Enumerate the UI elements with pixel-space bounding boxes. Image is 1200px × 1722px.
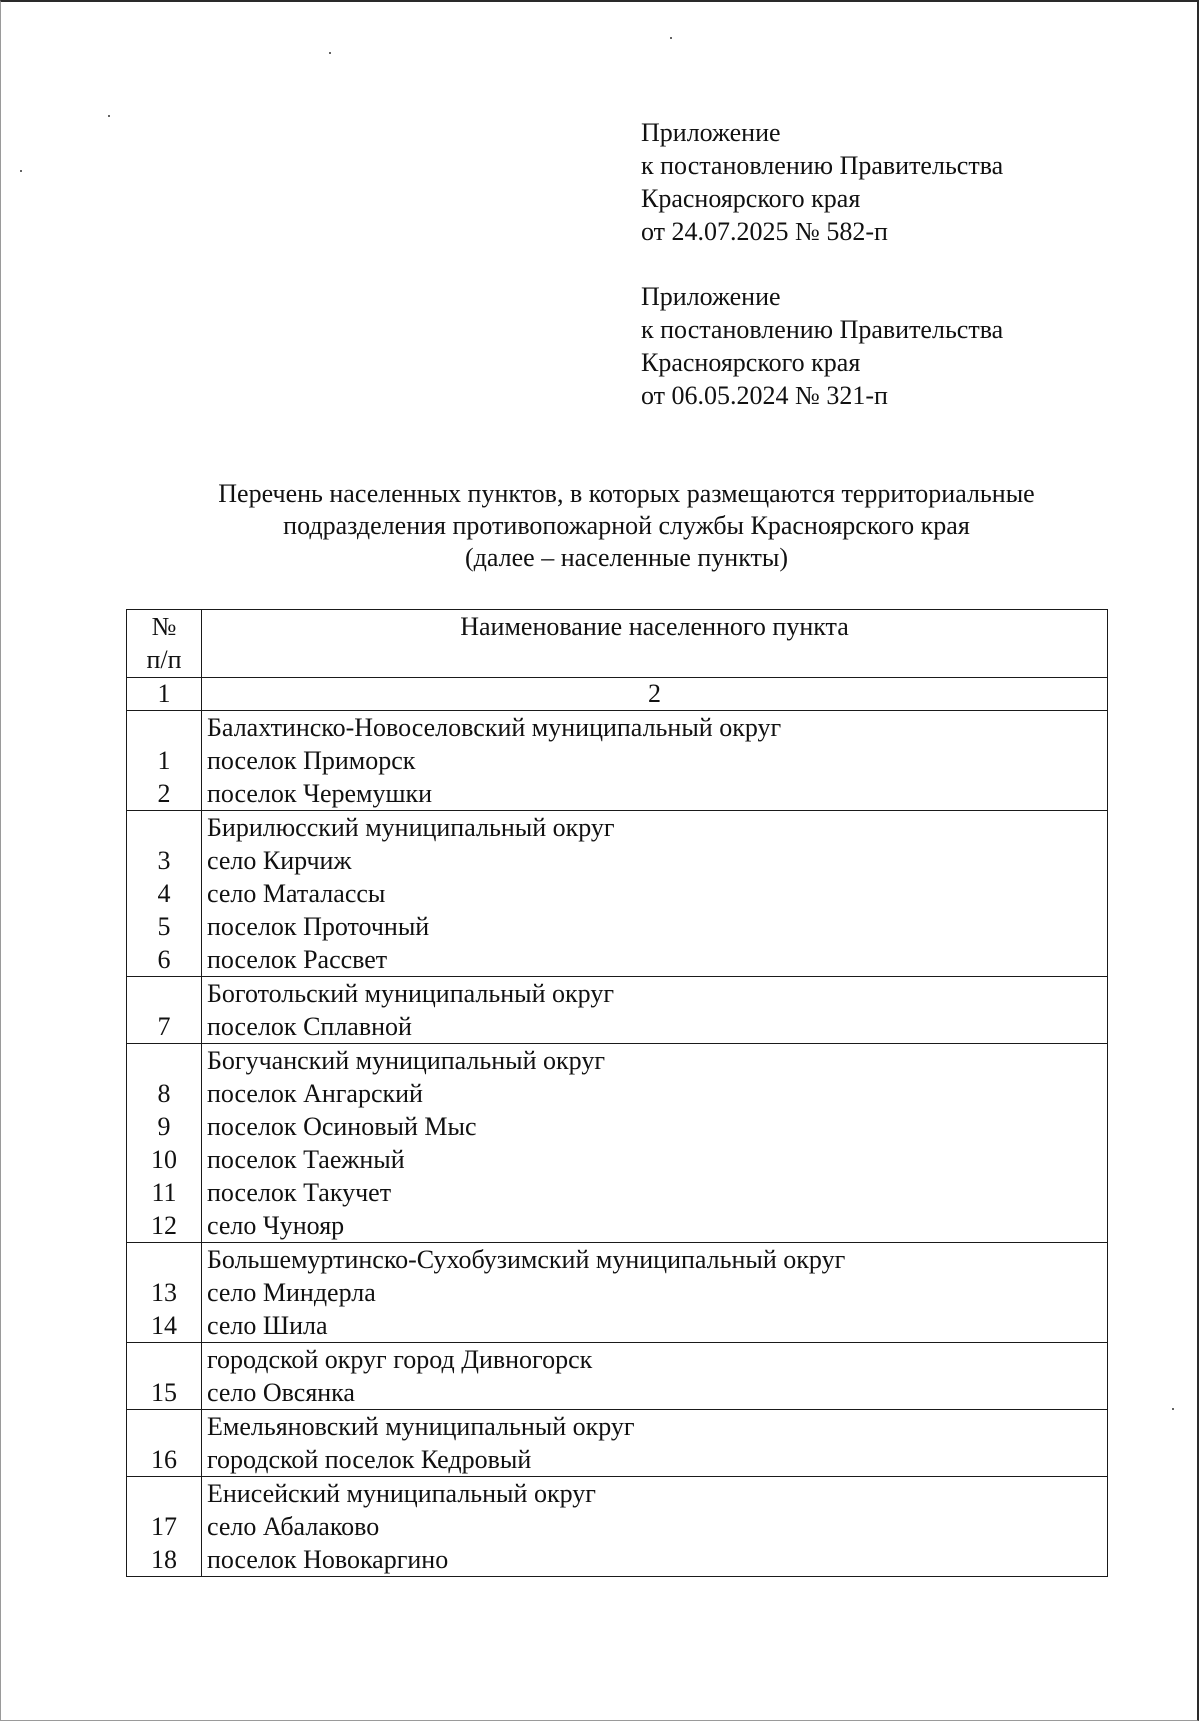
row-number-cell <box>127 711 202 811</box>
settlement-name: село Шила <box>207 1311 328 1340</box>
header-name-label: Наименование населенного пункта <box>460 612 849 641</box>
row-number-blank <box>127 1243 201 1276</box>
settlement-name: поселок Проточный <box>207 912 430 941</box>
header-number-sign: № <box>151 612 177 641</box>
district-name: городской округ город Дивногорск <box>207 1345 593 1374</box>
scan-speck <box>670 37 672 39</box>
row-number-blank <box>127 711 201 744</box>
district-group-row <box>127 1243 1108 1343</box>
settlement-name-cell <box>202 711 1108 811</box>
settlement-name-cell <box>202 1343 1108 1410</box>
settlement-name: село Миндерла <box>207 1278 376 1307</box>
row-number: 2 <box>157 779 171 808</box>
district-group-row <box>127 1410 1108 1477</box>
row-number: 8 <box>157 1079 171 1108</box>
row-number: 17 <box>151 1512 177 1541</box>
settlement-name: поселок Таежный <box>207 1145 405 1174</box>
row-number-cell <box>127 977 202 1044</box>
row-number-cell <box>127 1243 202 1343</box>
settlement-name-cell <box>202 1044 1108 1243</box>
district-name: Боготольский муниципальный округ <box>207 979 614 1008</box>
header-name-cell <box>202 610 1108 678</box>
row-number: 12 <box>151 1211 177 1240</box>
district-name: Большемуртинско-Сухобузимский муниципальный округ <box>207 1245 846 1274</box>
header-number-cell <box>127 610 202 678</box>
column-number-cell: 1 <box>127 678 202 711</box>
row-number-cell <box>127 1410 202 1477</box>
row-number-blank <box>127 1410 201 1443</box>
row-number: 9 <box>157 1112 171 1141</box>
column-number-cell: 2 <box>202 678 1108 711</box>
scan-speck <box>1172 1408 1174 1410</box>
district-name: Балахтинско-Новоселовский муниципальный округ <box>207 713 782 742</box>
district-group-row <box>127 811 1108 977</box>
appendix-line: Приложение <box>641 118 781 147</box>
district-group-row <box>127 977 1108 1044</box>
appendix-line: к постановлению Правительства <box>641 151 1004 180</box>
title-line: подразделения противопожарной службы Красноярского края <box>283 511 970 540</box>
row-number: 18 <box>151 1545 177 1574</box>
row-number: 6 <box>157 945 171 974</box>
settlement-name-cell <box>202 977 1108 1044</box>
district-group-row <box>127 1044 1108 1243</box>
appendix-line: от 06.05.2024 № 321-п <box>641 381 888 410</box>
appendix-line: Приложение <box>641 282 781 311</box>
settlement-name-cell <box>202 811 1108 977</box>
row-number-cell <box>127 1343 202 1410</box>
row-number: 15 <box>151 1378 177 1407</box>
document-title <box>0 478 1200 574</box>
district-name: Емельяновский муниципальный округ <box>207 1412 635 1441</box>
row-number: 11 <box>151 1178 177 1207</box>
settlement-name-cell <box>202 1410 1108 1477</box>
scan-speck <box>20 170 22 172</box>
row-number-blank <box>127 1477 201 1510</box>
scan-speck <box>108 115 110 117</box>
district-group-row <box>127 1343 1108 1410</box>
settlement-name-cell <box>202 1243 1108 1343</box>
settlement-name: поселок Сплавной <box>207 1012 412 1041</box>
settlement-name: поселок Приморск <box>207 746 416 775</box>
row-number-cell <box>127 1477 202 1577</box>
appendix-current <box>641 116 1003 248</box>
appendix-line: от 24.07.2025 № 582-п <box>641 217 888 246</box>
settlement-name: поселок Рассвет <box>207 945 388 974</box>
scan-speck <box>329 52 331 54</box>
settlement-name: село Чунояр <box>207 1211 345 1240</box>
settlement-name: село Маталассы <box>207 879 386 908</box>
table-header-row <box>127 610 1108 678</box>
settlement-name: село Абалаково <box>207 1512 380 1541</box>
row-number-cell <box>127 811 202 977</box>
row-number-blank <box>127 1343 201 1376</box>
settlement-name: село Кирчиж <box>207 846 352 875</box>
row-number: 10 <box>151 1145 177 1174</box>
title-line: (далее – населенные пункты) <box>464 543 789 572</box>
district-group-row <box>127 1477 1108 1577</box>
district-group-row <box>127 711 1108 811</box>
row-number-blank <box>127 977 201 1010</box>
row-number: 7 <box>157 1012 171 1041</box>
district-name: Богучанский муниципальный округ <box>207 1046 605 1075</box>
settlement-name: село Овсянка <box>207 1378 355 1407</box>
appendix-line: Красноярского края <box>641 184 861 213</box>
settlement-name: поселок Новокаргино <box>207 1545 449 1574</box>
settlement-name-cell <box>202 1477 1108 1577</box>
settlements-table <box>126 609 1108 1577</box>
district-name: Бирилюсский муниципальный округ <box>207 813 615 842</box>
district-name: Енисейский муниципальный округ <box>207 1479 596 1508</box>
row-number: 4 <box>157 879 171 908</box>
row-number: 5 <box>157 912 171 941</box>
appendix-previous <box>641 280 1003 412</box>
appendix-line: к постановлению Правительства <box>641 315 1004 344</box>
settlement-name: поселок Осиновый Мыс <box>207 1112 477 1141</box>
settlement-name: городской поселок Кедровый <box>207 1445 532 1474</box>
row-number: 16 <box>151 1445 177 1474</box>
row-number: 13 <box>151 1278 177 1307</box>
settlement-name: поселок Ангарский <box>207 1079 423 1108</box>
header-number-abbr: п/п <box>146 645 182 674</box>
appendix-line: Красноярского края <box>641 348 861 377</box>
row-number-cell <box>127 1044 202 1243</box>
settlement-name: поселок Такучет <box>207 1178 392 1207</box>
row-number: 3 <box>157 846 171 875</box>
row-number: 14 <box>151 1311 177 1340</box>
title-line: Перечень населенных пунктов, в которых размещаются территориальные <box>218 479 1035 508</box>
column-number-row <box>127 678 1108 711</box>
settlement-name: поселок Черемушки <box>207 779 433 808</box>
row-number-blank <box>127 811 201 844</box>
row-number: 1 <box>157 746 171 775</box>
row-number-blank <box>127 1044 201 1077</box>
